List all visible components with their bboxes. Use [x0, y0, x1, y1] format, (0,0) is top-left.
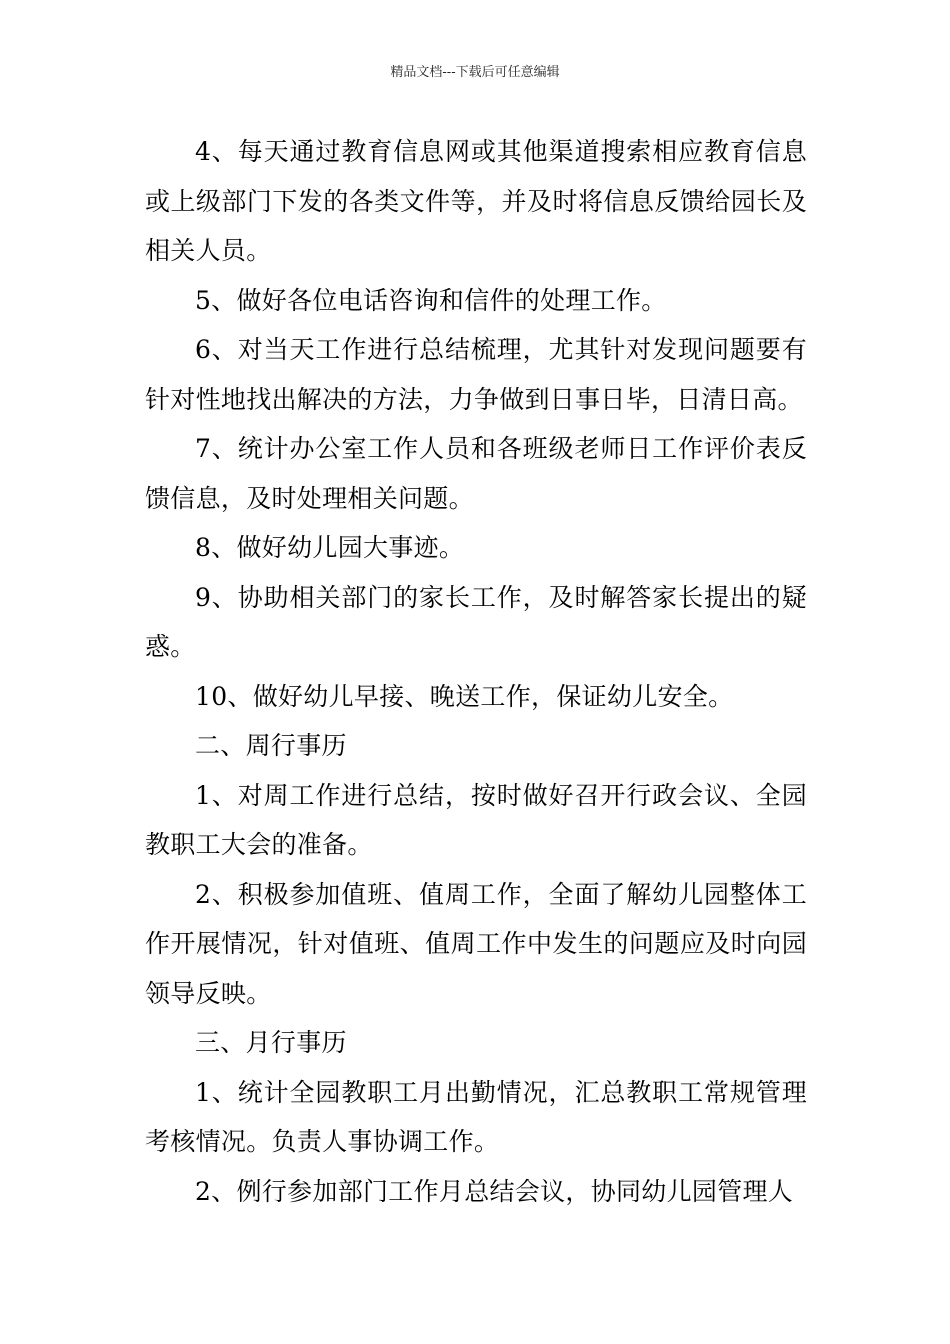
paragraph-item-8: 8、做好幼儿园大事迹。: [195, 533, 465, 562]
monthly-item-2: 2、例行参加部门工作月总结会议，协同幼儿园管理人: [195, 1176, 794, 1206]
section-heading-monthly: 三、月行事历: [195, 1028, 347, 1057]
weekly-item-2: 2、积极参加值班、值周工作，全面了解幼儿园整体工作开展情况，针对值班、值周工作中发生的问题应及时向园领导反映。: [145, 879, 807, 1008]
page-header: 精品文档---下载后可任意编辑: [390, 65, 560, 80]
paragraph-item-4: 4、每天通过教育信息网或其他渠道搜索相应教育信息或上级部门下发的各类文件等，并及时将信息反馈给园长及相关人员。: [145, 137, 807, 265]
section-heading-weekly: 二、周行事历: [195, 731, 347, 760]
paragraph-item-10: 10、做好幼儿早接、晚送工作，保证幼儿安全。: [195, 681, 734, 711]
monthly-item-1: 1、统计全园教职工月出勤情况，汇总教职工常规管理考核情况。负责人事协调工作。: [145, 1077, 807, 1156]
paragraph-item-7: 7、统计办公室工作人员和各班级老师日工作评价表反馈信息，及时处理相关问题。: [145, 434, 807, 513]
paragraph-item-6: 6、对当天工作进行总结梳理，尤其针对发现问题要有针对性地找出解决的方法，力争做到日事日毕，日清日高。: [145, 335, 807, 414]
paragraph-item-5: 5、做好各位电话咨询和信件的处理工作。: [195, 285, 667, 315]
document-body: [145, 127, 807, 1216]
paragraph-item-9: 9、协助相关部门的家长工作，及时解答家长提出的疑惑。: [145, 582, 807, 661]
weekly-item-1: 1、对周工作进行总结，按时做好召开行政会议、全园教职工大会的准备。: [145, 780, 807, 859]
